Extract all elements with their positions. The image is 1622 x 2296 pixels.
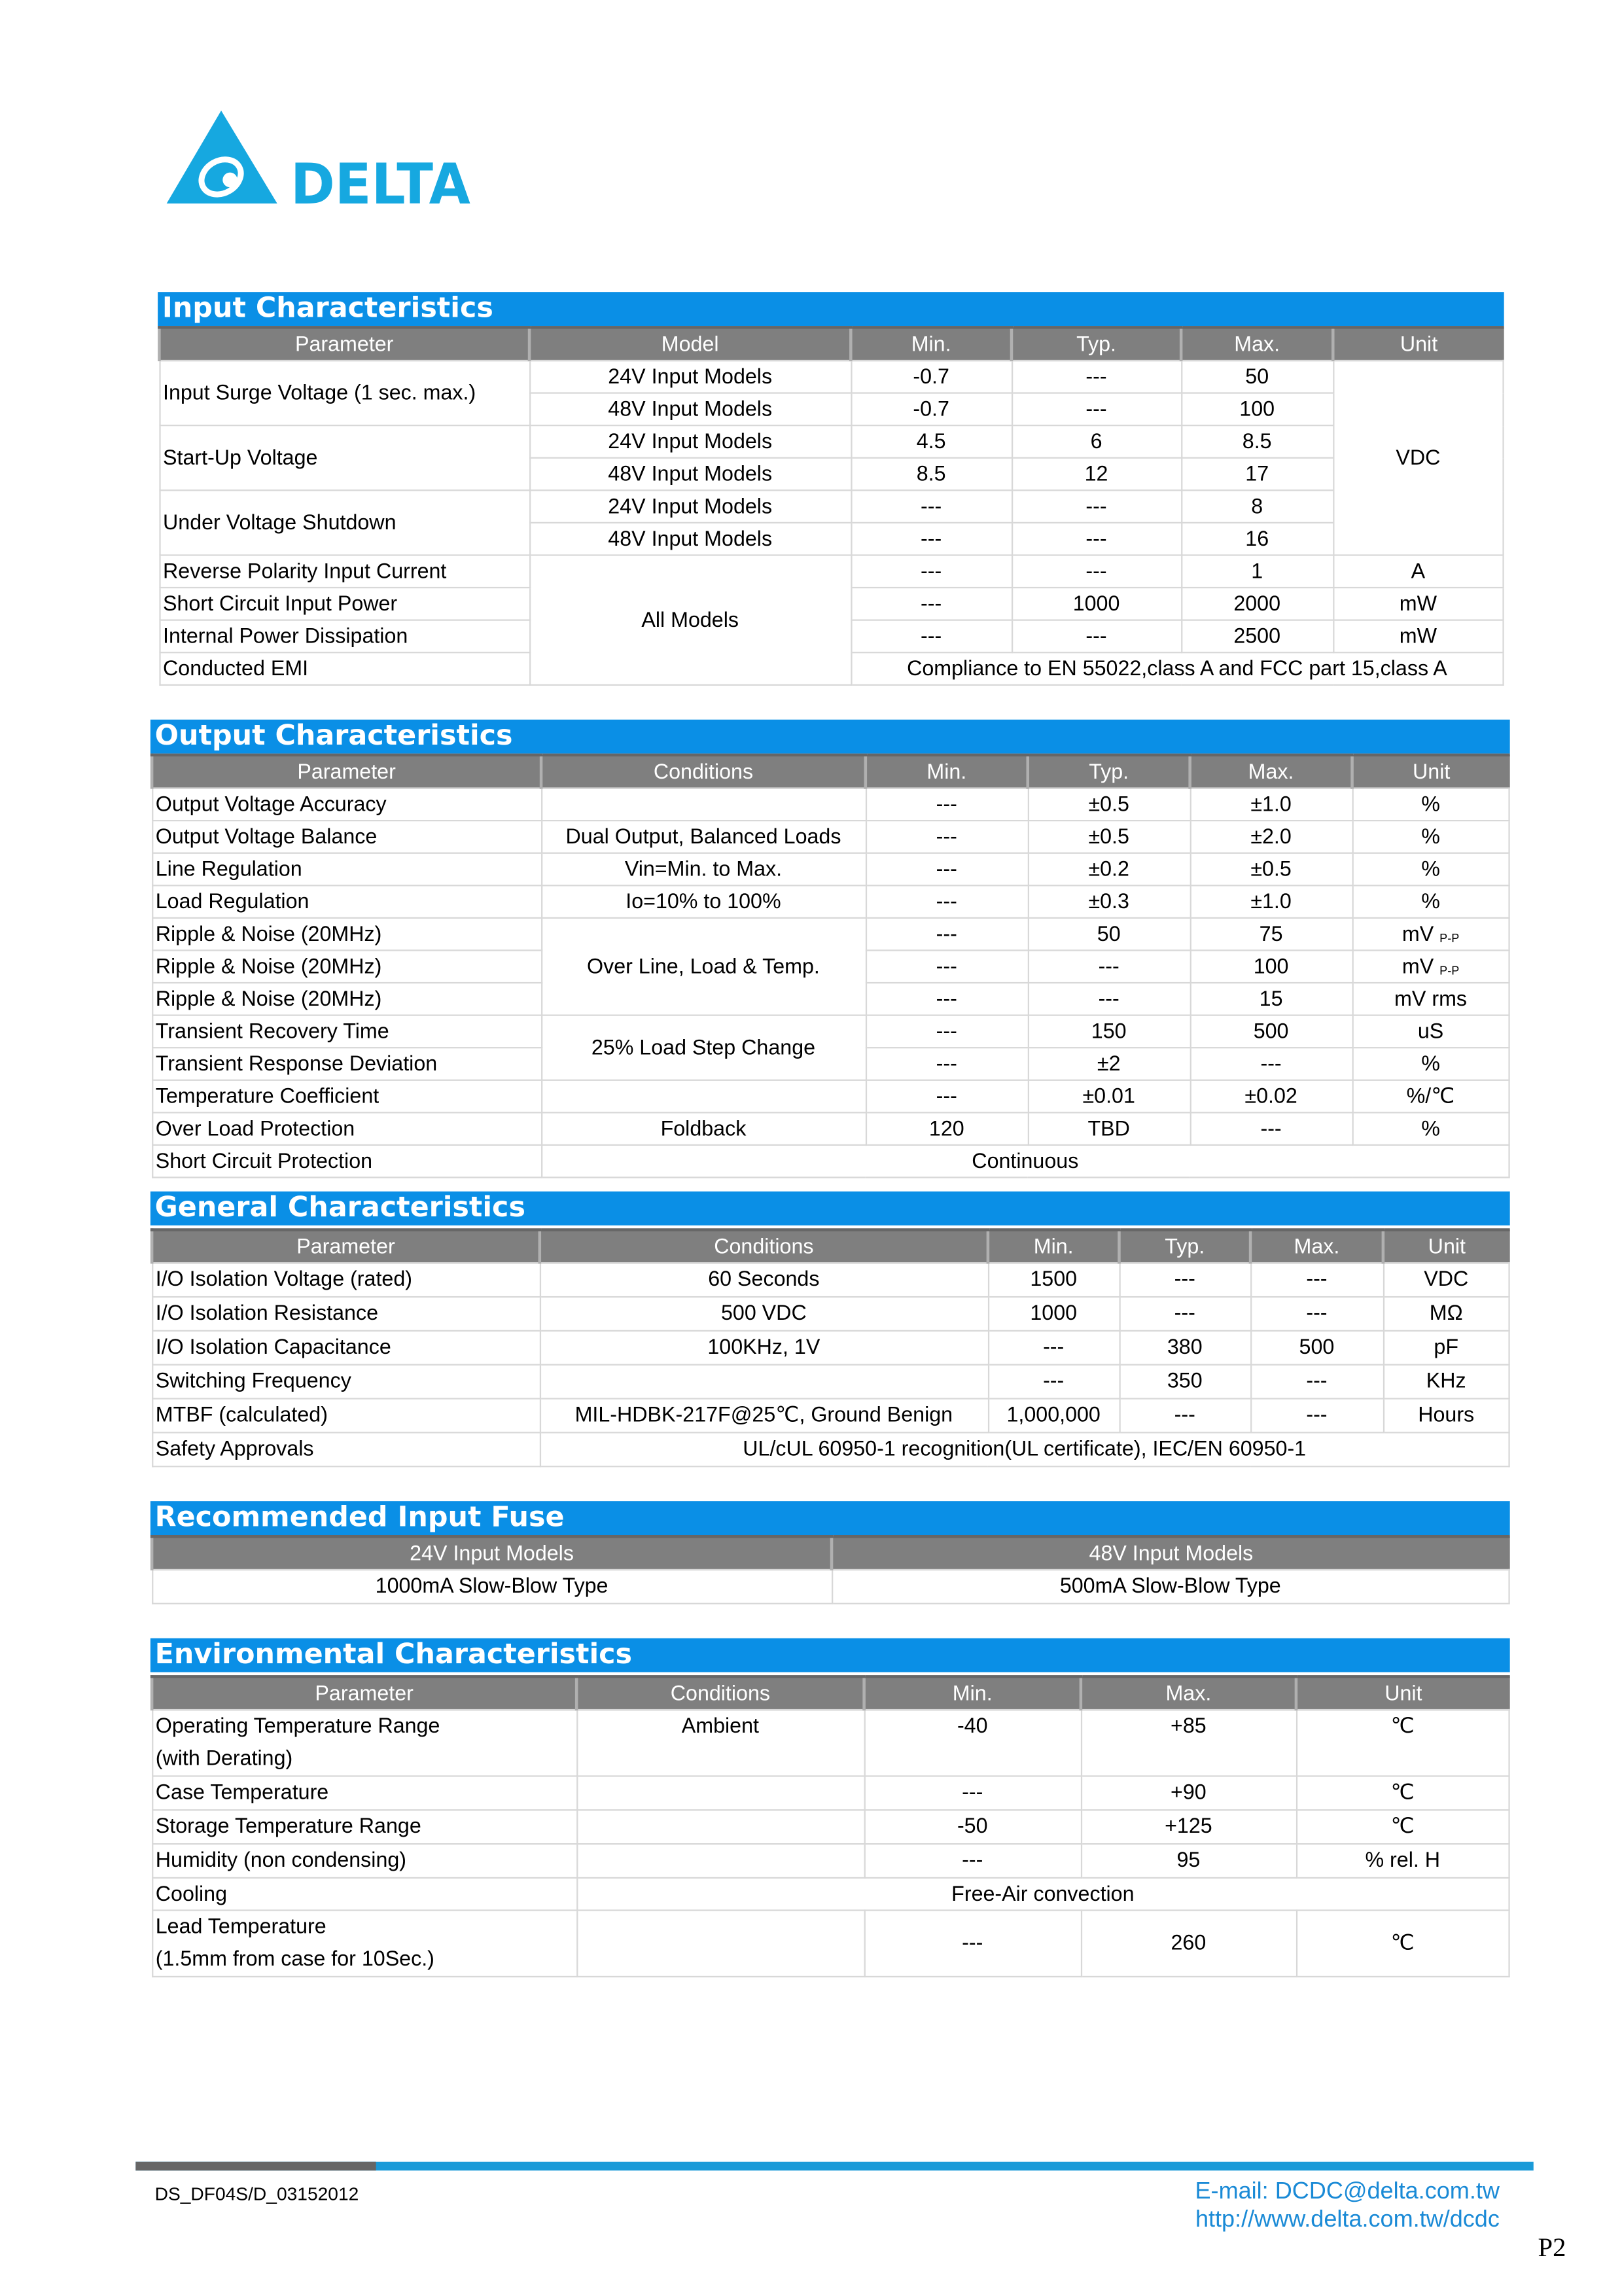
environmental-characteristics-section [150,1638,1510,1977]
conditions-cell: Ambient [576,1710,864,1776]
max-cell: 16 [1181,523,1333,556]
table-row [152,1016,1509,1048]
model-cell: 48V Input Models [529,393,851,426]
table-row [152,1145,1509,1178]
parameter-cell: MTBF (calculated) [152,1399,540,1433]
typ-cell: ±0.5 [1028,821,1190,853]
column-header: Min. [864,1676,1081,1710]
environmental-table [150,1675,1510,1977]
parameter-cell: Over Load Protection [152,1112,541,1145]
table-row [152,1365,1509,1399]
table-row [152,1810,1509,1844]
table-row [152,821,1509,853]
parameter-cell: Case Temperature [152,1776,576,1810]
column-header: Min. [988,1230,1120,1263]
min-cell: --- [866,1016,1028,1048]
max-cell: 500 [1250,1331,1383,1365]
min-cell: --- [866,885,1028,918]
fuse-table [150,1535,1510,1604]
parameter-cell: Ripple & Noise (20MHz) [152,950,541,983]
conditions-cell [541,1080,866,1113]
parameter-cell: Cooling [152,1878,576,1911]
footer-divider-gray [135,2162,376,2171]
column-header: Typ. [1012,327,1181,361]
column-header: Typ. [1119,1230,1250,1263]
unit-cell: Hours [1383,1399,1509,1433]
max-cell: 8 [1181,490,1333,523]
max-cell: 100 [1181,393,1333,426]
typ-cell: --- [1119,1263,1250,1297]
typ-cell: ±0.3 [1028,885,1190,918]
unit-subscript: P-P [1439,963,1460,978]
max-cell: 260 [1081,1911,1296,1977]
value-cell: Compliance to EN 55022,class A and FCC part 15,class A [851,652,1503,685]
header-row [152,755,1509,788]
unit-cell: mW [1333,588,1503,620]
conditions-cell [540,1365,988,1399]
column-header: Parameter [152,1230,540,1263]
unit-cell: MΩ [1383,1297,1509,1331]
max-cell: 1 [1181,555,1333,588]
column-header: Parameter [159,327,529,361]
conditions-cell: Io=10% to 100% [541,885,866,918]
table-row [152,1112,1509,1145]
typ-cell: --- [1012,523,1181,556]
parameter-cell: Input Surge Voltage (1 sec. max.) [159,361,529,425]
table-row [159,490,1503,523]
section-title: Environmental Characteristics [150,1638,1510,1672]
table-row [152,788,1509,821]
unit-cell: mV rms [1352,983,1509,1016]
table-row [152,1776,1509,1810]
general-table [150,1228,1510,1467]
column-header: Unit [1296,1676,1509,1710]
parameter-cell [152,1710,576,1776]
max-cell: +125 [1081,1810,1296,1844]
max-cell: --- [1190,1048,1352,1080]
unit-cell: % [1352,853,1509,886]
min-cell: -0.7 [851,393,1012,426]
unit-cell: % [1352,1048,1509,1080]
max-cell: --- [1190,1112,1352,1145]
typ-cell: --- [1012,361,1181,393]
header-row [159,327,1503,361]
typ-cell: 350 [1119,1365,1250,1399]
max-cell: +90 [1081,1776,1296,1810]
min-cell: 8.5 [851,458,1012,491]
min-cell: -40 [864,1710,1081,1776]
model-cell: 48V Input Models [529,458,851,491]
unit-cell: pF [1383,1331,1509,1365]
recommended-input-fuse-section [150,1501,1510,1604]
model-cell: All Models [529,555,851,684]
table-row [159,361,1503,393]
typ-cell: ±0.01 [1028,1080,1190,1113]
unit-text: mV [1402,955,1434,979]
parameter-cell: Line Regulation [152,853,541,886]
output-characteristics-section [150,720,1510,1178]
delta-logo [165,109,474,214]
table-row [159,425,1503,458]
typ-cell: --- [1028,950,1190,983]
table-row [152,1331,1509,1365]
conditions-cell [576,1844,864,1878]
column-header: Unit [1352,755,1509,788]
typ-cell: --- [1012,490,1181,523]
conditions-cell: Over Line, Load & Temp. [541,918,866,1016]
max-cell: 95 [1081,1844,1296,1878]
max-cell: ±0.02 [1190,1080,1352,1113]
unit-cell [1352,918,1509,951]
max-cell: 17 [1181,458,1333,491]
parameter-cell: Start-Up Voltage [159,425,529,490]
unit-subscript: P-P [1439,931,1460,945]
column-header: Conditions [540,1230,988,1263]
min-cell: -0.7 [851,361,1012,393]
unit-cell: ℃ [1296,1776,1509,1810]
typ-cell: 1000 [1012,588,1181,620]
min-cell: --- [864,1776,1081,1810]
column-header: Parameter [152,1676,576,1710]
column-header: 48V Input Models [832,1536,1509,1570]
fuse-cell: 1000mA Slow-Blow Type [152,1570,832,1604]
typ-cell: ±0.5 [1028,788,1190,821]
column-header: Unit [1383,1230,1509,1263]
conditions-cell [541,788,866,821]
parameter-cell: Transient Recovery Time [152,1016,541,1048]
min-cell: --- [851,620,1012,653]
table-row [152,918,1509,951]
table-row [152,1432,1509,1466]
min-cell: --- [866,1080,1028,1113]
unit-cell: KHz [1383,1365,1509,1399]
max-cell: 100 [1190,950,1352,983]
conditions-cell: 25% Load Step Change [541,1016,866,1080]
max-cell: ±1.0 [1190,788,1352,821]
section-title: General Characteristics [150,1192,1510,1226]
max-cell: 2000 [1181,588,1333,620]
parameter-cell: Output Voltage Accuracy [152,788,541,821]
unit-cell: uS [1352,1016,1509,1048]
typ-cell: --- [1119,1297,1250,1331]
delta-logo-icon [165,109,474,207]
unit-cell: ℃ [1296,1911,1509,1977]
conditions-cell [576,1911,864,1977]
model-cell: 24V Input Models [529,425,851,458]
min-cell: --- [988,1365,1120,1399]
min-cell: 1500 [988,1263,1120,1297]
table-row [152,1297,1509,1331]
document-id: DS_DF04S/D_03152012 [154,2183,359,2205]
min-cell: --- [866,788,1028,821]
conditions-cell: 500 VDC [540,1297,988,1331]
unit-cell: VDC [1333,361,1503,555]
page-number: P2 [1538,2232,1566,2263]
parameter-cell: Reverse Polarity Input Current [159,555,529,588]
max-cell: 500 [1190,1016,1352,1048]
column-header: Max. [1190,755,1352,788]
unit-cell: % [1352,1112,1509,1145]
min-cell: --- [851,555,1012,588]
typ-cell: ±2 [1028,1048,1190,1080]
typ-cell: --- [1028,983,1190,1016]
parameter-line: (with Derating) [155,1747,293,1771]
section-title: Output Characteristics [150,720,1510,754]
column-header: Parameter [152,755,541,788]
parameter-cell [152,1911,576,1977]
max-cell: 8.5 [1181,425,1333,458]
footer-divider [135,2162,1533,2171]
conditions-cell: 100KHz, 1V [540,1331,988,1365]
min-cell: 1000 [988,1297,1120,1331]
conditions-cell: Vin=Min. to Max. [541,853,866,886]
min-cell: --- [866,918,1028,951]
table-row [152,1399,1509,1433]
parameter-cell: Load Regulation [152,885,541,918]
unit-cell: ℃ [1296,1710,1509,1776]
section-title: Recommended Input Fuse [150,1501,1510,1535]
table-row [152,853,1509,886]
min-cell: --- [851,588,1012,620]
input-table [158,326,1504,686]
typ-cell: --- [1012,555,1181,588]
parameter-cell: Output Voltage Balance [152,821,541,853]
table-row [152,1570,1509,1604]
table-row [159,555,1503,588]
conditions-cell [576,1810,864,1844]
unit-cell: % [1352,885,1509,918]
unit-cell: A [1333,555,1503,588]
table-row [152,1911,1509,1977]
max-cell: ±1.0 [1190,885,1352,918]
value-cell: Free-Air convection [576,1878,1509,1911]
parameter-cell: Switching Frequency [152,1365,540,1399]
min-cell: --- [866,1048,1028,1080]
model-cell: 24V Input Models [529,490,851,523]
unit-cell: VDC [1383,1263,1509,1297]
general-characteristics-section [150,1192,1510,1467]
table-row [152,885,1509,918]
value-cell: Continuous [541,1145,1509,1178]
max-cell: --- [1250,1399,1383,1433]
column-header: Min. [866,755,1028,788]
parameter-cell: Under Voltage Shutdown [159,490,529,555]
min-cell: 4.5 [851,425,1012,458]
min-cell: -50 [864,1810,1081,1844]
header-row [152,1536,1509,1570]
email-label: E-mail: [1195,2179,1275,2205]
parameter-cell: I/O Isolation Resistance [152,1297,540,1331]
parameter-cell: Short Circuit Input Power [159,588,529,620]
conditions-cell [576,1776,864,1810]
parameter-cell: Internal Power Dissipation [159,620,529,653]
min-cell: --- [851,490,1012,523]
unit-cell: % [1352,788,1509,821]
column-header: Conditions [541,755,866,788]
typ-cell: --- [1012,620,1181,653]
column-header: Conditions [576,1676,864,1710]
email-link[interactable]: DCDC@delta.com.tw [1275,2179,1500,2205]
max-cell: --- [1250,1365,1383,1399]
column-header: Typ. [1028,755,1190,788]
column-header: Model [529,327,851,361]
parameter-line: (1.5mm from case for 10Sec.) [155,1948,434,1972]
column-header: Min. [851,327,1012,361]
min-cell: --- [851,523,1012,556]
parameter-cell: Ripple & Noise (20MHz) [152,918,541,951]
max-cell: --- [1250,1297,1383,1331]
parameter-cell: Temperature Coefficient [152,1080,541,1113]
typ-cell: 150 [1028,1016,1190,1048]
typ-cell: 12 [1012,458,1181,491]
footer-contact [1195,2178,1500,2234]
parameter-line: Operating Temperature Range [155,1714,440,1739]
parameter-cell: Safety Approvals [152,1432,540,1466]
typ-cell: --- [1012,393,1181,426]
typ-cell: --- [1119,1399,1250,1433]
min-cell: --- [864,1844,1081,1878]
value-cell: UL/cUL 60950-1 recognition(UL certificate), IEC/EN 60950-1 [540,1432,1509,1466]
min-cell: --- [866,853,1028,886]
max-cell: 50 [1181,361,1333,393]
typ-cell: 50 [1028,918,1190,951]
typ-cell: TBD [1028,1112,1190,1145]
table-row [152,1878,1509,1911]
max-cell: --- [1250,1263,1383,1297]
section-title: Input Characteristics [158,292,1504,326]
table-row [152,1844,1509,1878]
conditions-cell: Foldback [541,1112,866,1145]
typ-cell: 380 [1119,1331,1250,1365]
unit-cell: % rel. H [1296,1844,1509,1878]
table-row [152,1710,1509,1776]
parameter-cell: Transient Response Deviation [152,1048,541,1080]
column-header: Unit [1333,327,1503,361]
unit-cell: % [1352,821,1509,853]
header-row [152,1676,1509,1710]
typ-cell: ±0.2 [1028,853,1190,886]
unit-cell: %/℃ [1352,1080,1509,1113]
parameter-cell: Storage Temperature Range [152,1810,576,1844]
header-row [152,1230,1509,1263]
column-header: Max. [1181,327,1333,361]
min-cell: --- [864,1911,1081,1977]
input-characteristics-section [158,292,1504,686]
unit-cell: mW [1333,620,1503,653]
min-cell: --- [866,983,1028,1016]
typ-cell: 6 [1012,425,1181,458]
max-cell: +85 [1081,1710,1296,1776]
model-cell: 48V Input Models [529,523,851,556]
conditions-cell: Dual Output, Balanced Loads [541,821,866,853]
conditions-cell: 60 Seconds [540,1263,988,1297]
column-header: 24V Input Models [152,1536,832,1570]
table-row [152,1263,1509,1297]
max-cell: ±0.5 [1190,853,1352,886]
website-link[interactable]: http://www.delta.com.tw/dcdc [1195,2207,1500,2233]
parameter-cell: Short Circuit Protection [152,1145,541,1178]
table-row [152,1080,1509,1113]
parameter-cell: Conducted EMI [159,652,529,685]
parameter-cell: Humidity (non condensing) [152,1844,576,1878]
min-cell: 1,000,000 [988,1399,1120,1433]
parameter-cell: I/O Isolation Voltage (rated) [152,1263,540,1297]
output-table [150,754,1510,1178]
unit-cell: ℃ [1296,1810,1509,1844]
max-cell: ±2.0 [1190,821,1352,853]
min-cell: 120 [866,1112,1028,1145]
max-cell: 15 [1190,983,1352,1016]
max-cell: 75 [1190,918,1352,951]
conditions-cell: MIL-HDBK-217F@25℃, Ground Benign [540,1399,988,1433]
unit-cell [1352,950,1509,983]
unit-text: mV [1402,922,1434,946]
parameter-line: Lead Temperature [155,1915,326,1939]
max-cell: 2500 [1181,620,1333,653]
column-header: Max. [1081,1676,1296,1710]
column-header: Max. [1250,1230,1383,1263]
parameter-cell: I/O Isolation Capacitance [152,1331,540,1365]
svg-text:DELTA: DELTA [290,152,470,207]
min-cell: --- [988,1331,1120,1365]
min-cell: --- [866,821,1028,853]
min-cell: --- [866,950,1028,983]
parameter-cell: Ripple & Noise (20MHz) [152,983,541,1016]
model-cell: 24V Input Models [529,361,851,393]
fuse-cell: 500mA Slow-Blow Type [832,1570,1509,1604]
